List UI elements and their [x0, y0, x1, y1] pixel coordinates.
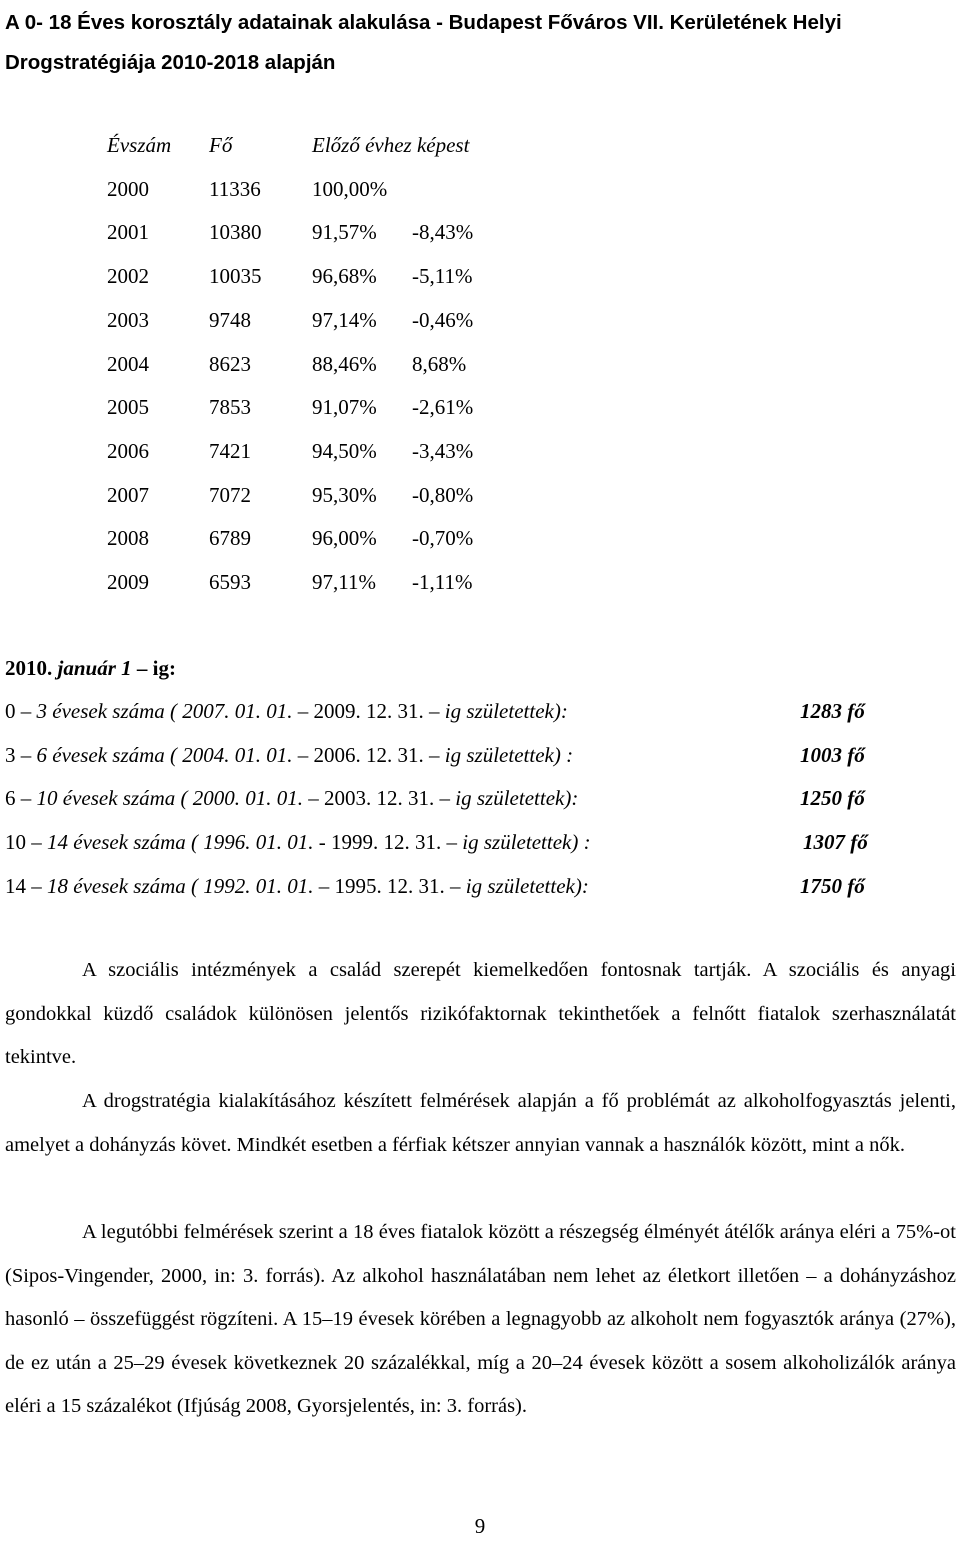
table-cell: 6789 — [209, 526, 251, 551]
age-group-text: – ig születettek): — [439, 786, 579, 811]
age-group-text: 14 évesek száma ( 1996. 01. 01. — [47, 830, 319, 855]
table-cell: 8,68% — [412, 351, 467, 376]
age-group-text: 6 – — [5, 786, 37, 811]
age-group-count: 1750 fő — [800, 873, 865, 898]
age-group-text: – 2006. 12. 31. — [297, 742, 430, 767]
page-number: 9 — [474, 1514, 486, 1538]
table-cell: -3,43% — [412, 438, 474, 463]
age-group-text: 14 – — [5, 873, 47, 898]
table-cell: 88,46% — [312, 351, 377, 376]
table-cell: -1,11% — [412, 570, 473, 594]
paragraph: A drogstratégia kialakításához készített felmérések alapján a fő problémát az alkoholfogyasztás jelenti, amelyet a dohányzás követ. Mindkét esetben a férfiak kétszer annyian vannak a használók között, mint a nők. — [5, 1090, 956, 1156]
age-group-text: 0 – — [5, 699, 37, 723]
age-group-text: 10 – — [5, 830, 47, 855]
age-group-description — [5, 699, 568, 723]
age-group-count: 1003 fő — [800, 742, 865, 767]
table-cell: 9748 — [209, 307, 251, 332]
table-cell: 2001 — [107, 220, 149, 245]
table-cell: -2,61% — [412, 395, 474, 420]
age-group-text: 6 évesek száma ( 2004. 01. 01. — [36, 742, 298, 767]
table-cell: 91,57% — [312, 220, 377, 245]
age-group-text: – 2003. 12. 31. — [308, 786, 440, 811]
table-cell: 94,50% — [312, 438, 377, 463]
table-cell: 96,68% — [312, 264, 377, 289]
table-cell: 2000 — [107, 176, 149, 201]
subheading-date: január 1 — [52, 656, 137, 680]
table-cell: 2009 — [107, 570, 149, 594]
table-cell: -5,11% — [412, 264, 473, 289]
table-cell: 91,07% — [312, 395, 377, 420]
table-cell: 2008 — [107, 526, 149, 551]
table-cell: 97,11% — [312, 570, 376, 594]
age-group-text: 18 évesek száma ( 1992. 01. 01. — [47, 873, 319, 898]
subheading-year: 2010. — [5, 656, 53, 680]
age-group-count: 1307 fő — [803, 830, 868, 855]
table-cell: 10380 — [209, 220, 262, 245]
age-group-text: 3 évesek száma ( 2007. 01. 01. — [36, 699, 298, 723]
page-heading: A 0- 18 Éves korosztály adatainak alakulása - Budapest Főváros VII. Kerületének Helyi Drogstratégiája 2010-2018 alapján — [5, 11, 842, 74]
table-cell: 95,30% — [312, 482, 377, 507]
age-group-text: – 2009. 12. 31. — [297, 699, 430, 723]
age-group-text: 3 – — [5, 742, 37, 767]
table-cell: 2007 — [107, 482, 149, 507]
age-group-text: – ig születettek) : — [429, 742, 574, 767]
table-cell: 10035 — [209, 264, 262, 289]
table-cell: -0,46% — [412, 307, 474, 332]
table-header-cell: Fő — [209, 133, 233, 157]
table-cell: 2003 — [107, 307, 149, 332]
table-cell: -8,43% — [412, 220, 474, 245]
age-group-description — [5, 874, 589, 898]
table-cell: 8623 — [209, 351, 251, 376]
table-cell: 7853 — [209, 395, 251, 420]
age-group-description — [5, 786, 578, 810]
age-group-description — [5, 830, 591, 854]
table-cell: 7421 — [209, 438, 251, 463]
age-group-text: – 1995. 12. 31. — [318, 873, 451, 898]
age-group-text: – ig születettek): — [450, 873, 589, 898]
paragraph: A szociális intézmények a család szerepét kiemelkedően fontosnak tartják. A szociális és anyagi gondokkal küzdő családok különösen jelentős rizikófaktornak tekinthetőek a felnőtt fiatalok szerhasználatát tekintve. — [5, 959, 956, 1068]
age-group-text: – ig születettek) : — [446, 830, 591, 855]
table-cell: 2005 — [107, 395, 149, 420]
table-cell: 2006 — [107, 438, 149, 463]
table-cell: 2002 — [107, 264, 149, 289]
age-group-text: 10 évesek száma ( 2000. 01. 01. — [36, 786, 309, 811]
subheading-suffix: – ig: — [136, 656, 176, 680]
age-group-description — [5, 743, 573, 767]
table-cell: 97,14% — [312, 307, 377, 332]
table-cell: -0,70% — [412, 526, 474, 551]
table-header-cell: Előző évhez képest — [312, 133, 470, 157]
table-cell: 96,00% — [312, 526, 377, 551]
table-cell: 6593 — [209, 570, 251, 594]
age-group-text: - 1999. 12. 31. — [318, 830, 447, 855]
age-group-count: 1250 fő — [800, 786, 865, 811]
table-cell: 7072 — [209, 482, 251, 507]
subheading — [5, 656, 176, 680]
table-cell: -0,80% — [412, 482, 474, 507]
paragraph: A legutóbbi felmérések szerint a 18 éves fiatalok között a részegség élményét átélők aránya eléri a 75%-ot (Sipos-Vingender, 2000, in: 3. forrás). Az alkohol használatában nem lehet az életkort illetően – a dohányzáshoz hasonló – összefüggést rögzíteni. A 15–19 évesek körében a legnagyobb az alkoholt nem fogyasztók aránya (27%), de ez után a 25–29 évesek következnek 20 százalékkal, míg a 20–24 évesek között a sosem alkoholizálók aránya eléri a 15 százalékot (Ifjúság 2008, Gyorsjelentés, in: 3. forrás). — [5, 1221, 956, 1417]
table-cell: 11336 — [209, 176, 261, 201]
table-cell: 2004 — [107, 351, 149, 376]
age-group-text: – ig születettek): — [429, 699, 568, 723]
table-header-cell: Évszám — [107, 133, 172, 157]
table-cell: 100,00% — [312, 176, 388, 201]
age-group-count: 1283 fő — [800, 699, 865, 723]
